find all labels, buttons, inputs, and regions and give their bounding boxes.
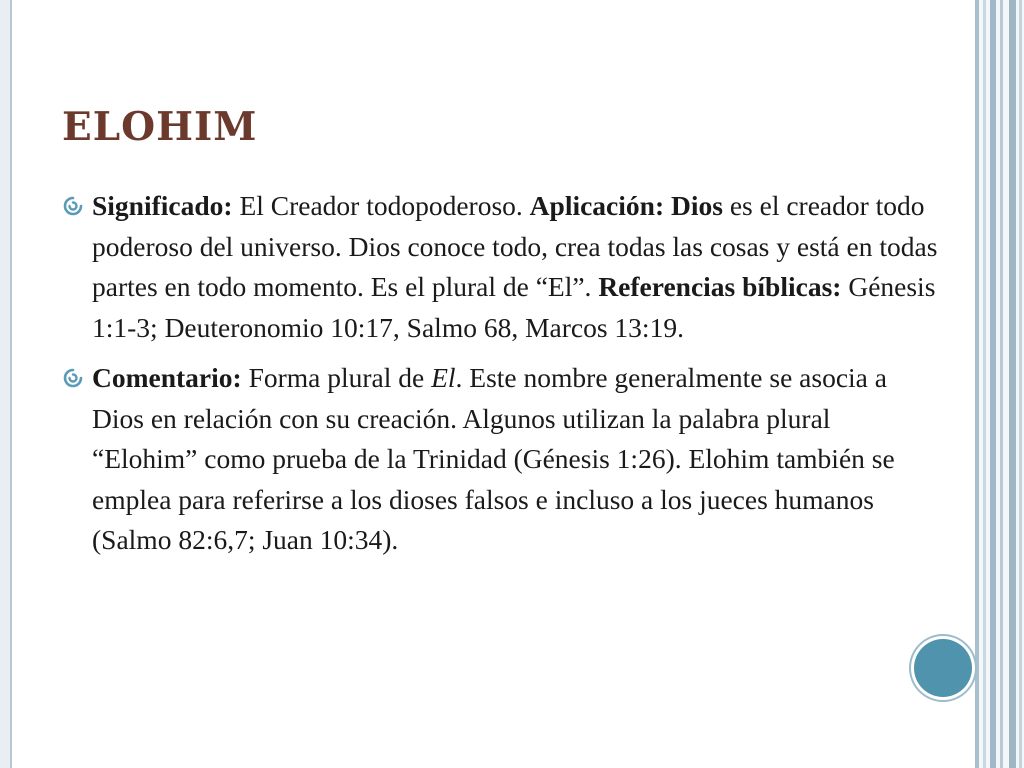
significado-label: Significado: <box>92 190 233 221</box>
decorative-circle <box>914 639 972 697</box>
decorative-stripe <box>990 0 996 768</box>
comentario-text: . Este nombre generalmente se asocia a Dios en relación con su creación. Algunos utilizan la palabra plural “Elohim” como prueba de la Trinidad (Génesis 1:26). Elohim también se emplea para referirse a los dioses falsos e incluso a los jueces humanos (Salmo 82:6,7; Juan 10:34). <box>92 362 895 555</box>
bullet-list <box>62 186 942 571</box>
comentario-pre: Forma plural de <box>241 362 432 393</box>
dios-label: Dios <box>671 190 723 221</box>
referencias-label: Referencias bíblicas: <box>598 271 842 302</box>
decorative-stripe <box>983 0 986 768</box>
comentario-el: El <box>431 362 456 393</box>
decorative-stripe <box>1019 0 1022 768</box>
aplicacion-label: Aplicación: <box>529 190 665 221</box>
comentario-label: Comentario: <box>92 362 242 393</box>
decorative-stripe <box>1000 0 1003 768</box>
bullet-item-significado <box>62 186 942 348</box>
bullet-item-comentario <box>62 358 942 561</box>
swirl-bullet-icon <box>62 367 84 389</box>
slide-title: ELOHIM <box>62 104 258 150</box>
referencias-text: Génesis 1:1-3; Deuteronomio 10:17, Salmo 68, Marcos 13:19. <box>92 271 936 343</box>
significado-text: El Creador todopoderoso. <box>232 190 530 221</box>
decorative-stripe <box>1009 0 1016 768</box>
aplicacion-text: es el creador todo poderoso del universo. Dios conoce todo, crea todas las cosas y está en todas partes en todo momento. Es el plural de “El”. <box>92 190 938 302</box>
decorative-stripe <box>975 0 979 768</box>
swirl-bullet-icon <box>62 195 84 217</box>
